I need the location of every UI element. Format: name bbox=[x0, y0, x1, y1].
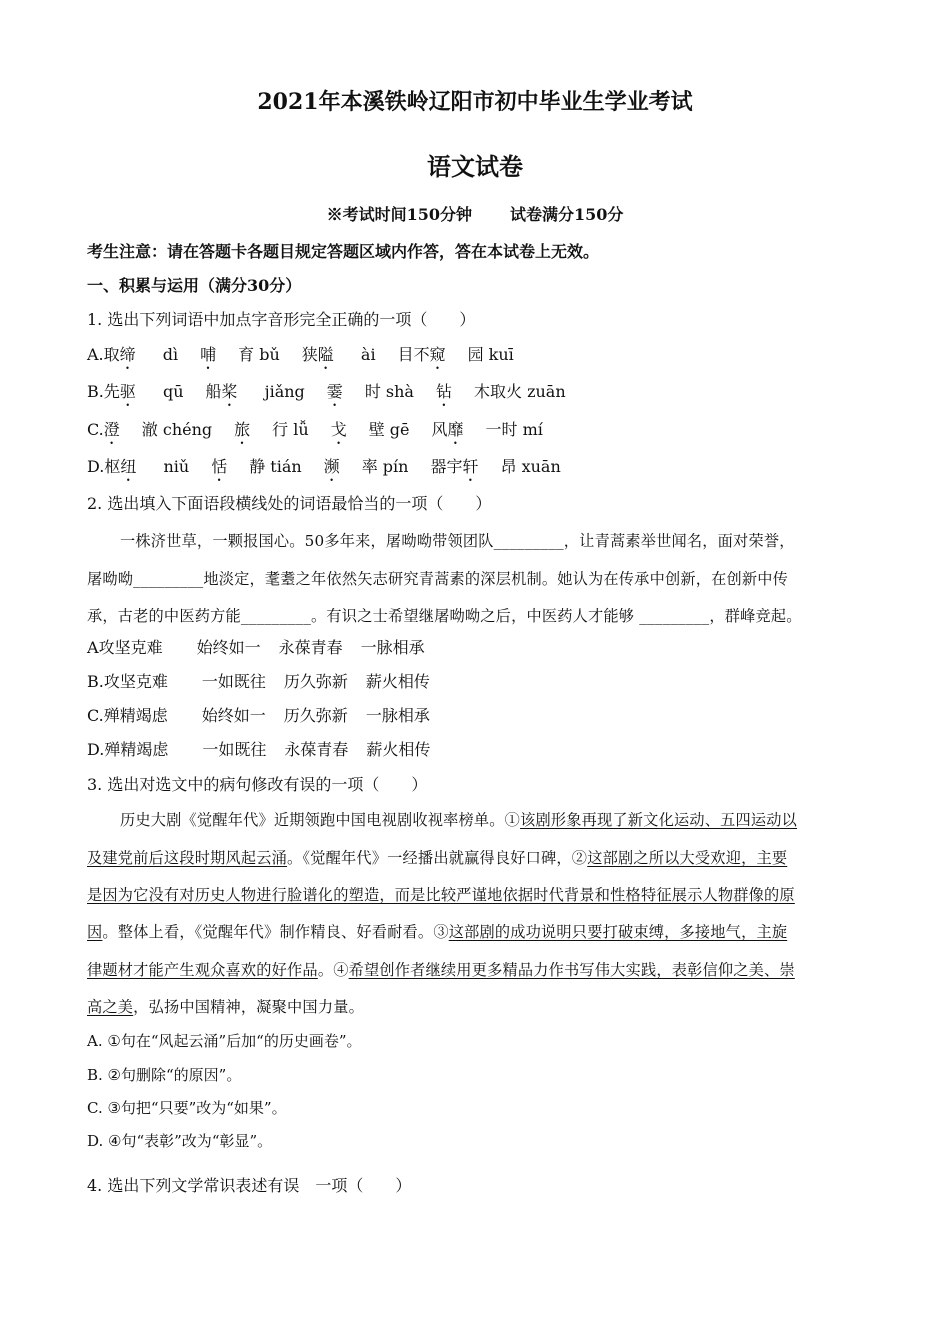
option-word: 旅 行 lǚ bbox=[234, 420, 309, 448]
exam-title: 2021年本溪铁岭辽阳市初中毕业生学业考试 bbox=[257, 89, 693, 115]
question-3-option: A. ①句在“风起云涌”后加“的历史画卷”。 bbox=[87, 1032, 362, 1050]
option-word: 永葆青春 bbox=[284, 740, 349, 759]
dotted-char: 钻 bbox=[435, 382, 452, 401]
option-label: A bbox=[87, 638, 99, 657]
passage-text: 。《觉醒年代》一经播出就赢得良好口碑，② bbox=[287, 849, 588, 867]
question-2-option bbox=[87, 672, 448, 692]
dotted-char: 澄 bbox=[103, 420, 120, 439]
question-3-passage-line bbox=[87, 922, 787, 942]
option-word: 攻坚克难 bbox=[98, 638, 163, 657]
option-word: 澄 澈 chéng bbox=[104, 420, 212, 448]
question-1-stem: 1. 选出下列词语中加点字音形完全正确的一项（ ） bbox=[87, 310, 476, 329]
dotted-char: 恬 bbox=[211, 457, 228, 476]
option-word: 一如既往 bbox=[202, 740, 267, 759]
question-1-option bbox=[87, 420, 565, 448]
question-1-option bbox=[87, 457, 583, 485]
option-word: 攻坚克难 bbox=[103, 672, 168, 691]
dotted-char: 轩 bbox=[462, 457, 479, 476]
option-label: C. bbox=[87, 706, 104, 725]
option-word: 器宇轩 昂 xuān bbox=[430, 457, 560, 485]
option-word: 一脉相承 bbox=[365, 706, 430, 725]
underlined-sentence: 是因为它没有对历史人物进行脸谱化的塑造，而是比较严谨地依据时代背景和性格特征展示人物群像的原 bbox=[87, 886, 795, 904]
dotted-char: 驱 bbox=[119, 382, 136, 401]
option-word: 钻 木取火 zuān bbox=[436, 382, 566, 410]
dotted-char: 濒 bbox=[323, 457, 340, 476]
exam-score: 试卷满分150分 bbox=[510, 205, 624, 224]
question-2-stem: 2. 选出填入下面语段横线处的词语最恰当的一项（ ） bbox=[87, 494, 492, 513]
option-label: B. bbox=[87, 382, 104, 401]
dotted-char: 纽 bbox=[120, 457, 137, 476]
question-1-option bbox=[87, 345, 536, 373]
dotted-char: 窥 bbox=[429, 345, 446, 364]
passage-text: ，群峰竞起。 bbox=[709, 607, 802, 625]
question-2-option bbox=[87, 740, 448, 760]
dotted-char: 缔 bbox=[119, 345, 136, 364]
dotted-char: 哺 bbox=[200, 345, 217, 364]
option-word: 薪火相传 bbox=[365, 672, 430, 691]
passage-text: 一株济世草，一颗报国心。50多年来，屠呦呦带领团队 bbox=[120, 532, 494, 550]
passage-text: 历史大剧《觉醒年代》近期领跑中国电视剧收视率榜单。① bbox=[120, 811, 521, 829]
underlined-sentence: 这部剧的成功说明只要打破束缚，多接地气，主旋 bbox=[448, 923, 788, 941]
option-word: 取缔 dì bbox=[104, 345, 178, 373]
question-3-passage-line bbox=[87, 885, 795, 905]
dotted-char: 戈 bbox=[330, 420, 347, 439]
passage-text: ，弘扬中国精神，凝聚中国力量。 bbox=[133, 998, 364, 1016]
underlined-sentence: 该剧形象再现了新文化运动、五四运动以 bbox=[520, 811, 798, 829]
option-label: B. bbox=[87, 672, 104, 691]
underlined-sentence: 希望创作者继续用更多精品力作书写伟大实践，表彰信仰之美、崇 bbox=[348, 961, 795, 979]
passage-text: 地淡定，耄耋之年依然矢志研究青蒿素的深层机制。她认为在传承中创新，在创新中传 bbox=[203, 570, 789, 588]
question-3-option: B. ②句删除“的原因”。 bbox=[87, 1066, 242, 1084]
passage-text: 。有识之士希望继屠呦呦之后，中医药人才能够 bbox=[311, 607, 640, 625]
question-2-passage-line bbox=[120, 531, 795, 551]
dotted-char: 靡 bbox=[447, 420, 464, 439]
option-word: 永葆青春 bbox=[278, 638, 343, 657]
option-word: 霎 时 shà bbox=[327, 382, 414, 410]
question-3-passage-line bbox=[87, 960, 795, 980]
option-word: 恬 静 tián bbox=[211, 457, 302, 485]
blank: _________ bbox=[240, 607, 312, 625]
dotted-char: 旅 bbox=[234, 420, 251, 439]
option-word: 先驱 qū bbox=[104, 382, 184, 410]
passage-text: 。④ bbox=[317, 961, 349, 979]
option-word: 哺 育 bǔ bbox=[200, 345, 280, 373]
exam-meta bbox=[0, 205, 950, 225]
question-4-stem: 4. 选出下列文学常识表述有误 一项（ ） bbox=[87, 1176, 412, 1195]
option-word: 历久弥新 bbox=[283, 672, 348, 691]
option-label: D. bbox=[87, 740, 105, 759]
question-3-stem: 3. 选出对选文中的病句修改有误的一项（ ） bbox=[87, 775, 428, 794]
option-word: 枢纽 niǔ bbox=[104, 457, 189, 485]
question-3-option: C. ③句把“只要”改为“如果”。 bbox=[87, 1099, 287, 1117]
option-word: 薪火相传 bbox=[366, 740, 431, 759]
option-word: 风靡 一时 mí bbox=[432, 420, 543, 448]
dotted-char: 隘 bbox=[317, 345, 334, 364]
underlined-sentence: 这部剧之所以大受欢迎，主要 bbox=[587, 849, 788, 867]
passage-text: 屠呦呦 bbox=[87, 570, 134, 588]
exam-notice: 考生注意：请在答题卡各题目规定答题区域内作答，答在本试卷上无效。 bbox=[87, 242, 600, 261]
question-2-option bbox=[87, 638, 443, 658]
question-3-option: D. ④句“表彰”改为“彰显”。 bbox=[87, 1132, 273, 1150]
option-label: D. bbox=[87, 457, 105, 476]
option-label: A. bbox=[87, 345, 104, 364]
underlined-sentence: 及建党前后这段时期风起云涌 bbox=[87, 849, 288, 867]
question-3-passage-line bbox=[87, 848, 787, 868]
passage-text: 承，古老的中医药方能 bbox=[87, 607, 241, 625]
question-1-option bbox=[87, 382, 588, 410]
question-2-passage-line bbox=[87, 606, 802, 626]
option-word: 目不窥 园 kuī bbox=[398, 345, 514, 373]
question-2-option bbox=[87, 706, 448, 726]
option-word: 始终如一 bbox=[201, 706, 266, 725]
dotted-char: 桨 bbox=[221, 382, 238, 401]
underlined-sentence: 因 bbox=[87, 923, 103, 941]
exam-subtitle: 语文试卷 bbox=[427, 152, 523, 181]
option-word: 戈 壁 gē bbox=[331, 420, 410, 448]
blank: _________ bbox=[133, 570, 204, 588]
question-3-passage-line bbox=[120, 810, 797, 830]
question-2-passage-line bbox=[87, 569, 788, 589]
section-heading: 一、积累与运用（满分30分） bbox=[87, 276, 302, 295]
option-word: 狭隘 ài bbox=[302, 345, 376, 373]
option-word: 殚精竭虑 bbox=[104, 740, 169, 759]
option-word: 一脉相承 bbox=[360, 638, 425, 657]
passage-text: 。整体上看，《觉醒年代》制作精良、好看耐看。③ bbox=[102, 923, 449, 941]
option-word: 一如既往 bbox=[201, 672, 266, 691]
option-word: 濒 率 pín bbox=[324, 457, 409, 485]
underlined-sentence: 高之美 bbox=[87, 998, 134, 1016]
question-3-passage-line bbox=[87, 997, 364, 1017]
option-word: 殚精竭虑 bbox=[103, 706, 168, 725]
blank: _________ bbox=[493, 532, 564, 550]
passage-text: ，让青蒿素举世闻名，面对荣誉， bbox=[563, 532, 795, 550]
dotted-char: 霎 bbox=[326, 382, 343, 401]
option-word: 历久弥新 bbox=[283, 706, 348, 725]
blank: _________ bbox=[639, 607, 710, 625]
exam-time: ※考试时间150分钟 bbox=[326, 205, 472, 224]
option-word: 船桨 jiǎng bbox=[206, 382, 305, 410]
underlined-sentence: 律题材才能产生观众喜欢的好作品 bbox=[87, 961, 318, 979]
option-word: 始终如一 bbox=[196, 638, 261, 657]
option-label: C. bbox=[87, 420, 104, 439]
